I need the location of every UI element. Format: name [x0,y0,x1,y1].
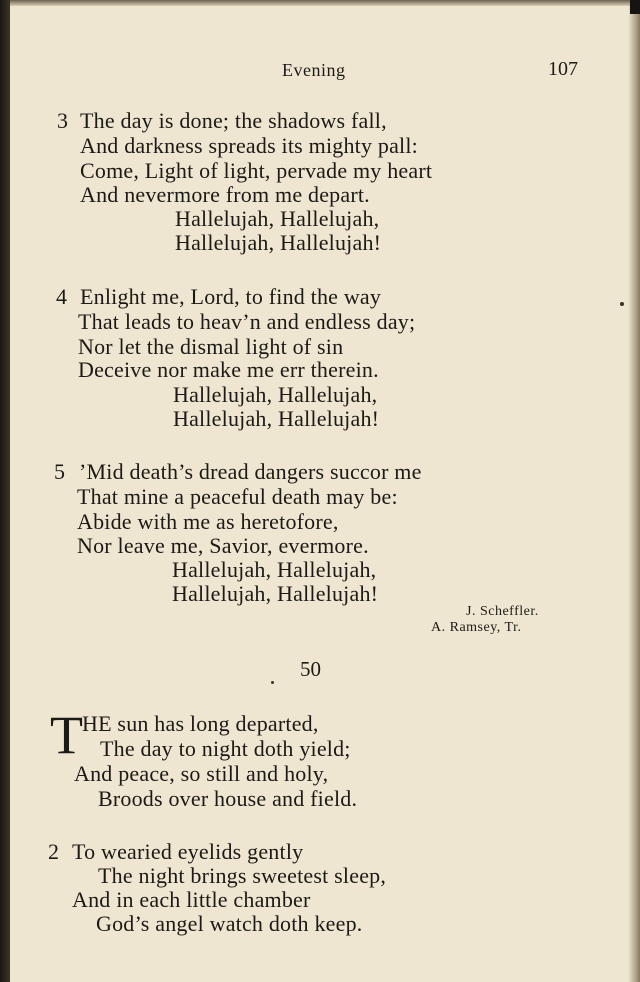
verse-line: And darkness spreads its mighty pall: [80,133,418,158]
page-right-edge [628,0,640,982]
verse-number: 3 [57,108,68,133]
verse-line: And in each little chamber [72,887,311,912]
verse-line: Abide with me as heretofore, [77,509,339,534]
running-head: Evening [282,60,346,80]
translator-credit: A. Ramsey, Tr. [431,620,522,635]
refrain-line: Hallelujah, Hallelujah! [173,406,380,431]
verse-line: That leads to heav’n and endless day; [78,309,416,334]
verse-line: ’Mid death’s dread dangers succor me [79,459,422,484]
page-corner [630,0,640,14]
verse-line: God’s angel watch doth keep. [96,911,363,936]
refrain-line: Hallelujah, Hallelujah, [173,382,378,407]
verse-line: To wearied eyelids gently [72,839,304,864]
verse-line: Enlight me, Lord, to find the way [80,284,382,309]
verse-line: HE sun has long departed, [82,711,319,736]
verse-line: Deceive nor make me err therein. [78,357,379,382]
hymn-number: 50 [300,657,321,681]
page-number: 107 [548,58,578,80]
verse-line: And peace, so still and holy, [74,761,329,786]
refrain-line: Hallelujah, Hallelujah! [175,230,382,255]
refrain-line: Hallelujah, Hallelujah, [175,206,380,231]
verse-number: 4 [56,284,67,309]
page-gutter-shadow [0,0,10,982]
verse-line: Come, Light of light, pervade my heart [80,158,433,183]
refrain-line: Hallelujah, Hallelujah! [172,581,379,606]
drop-cap: T [50,705,83,765]
verse-line: And nevermore from me depart. [80,182,370,207]
verse-number: 2 [48,839,59,864]
verse-line: The night brings sweetest sleep, [98,863,387,888]
verse-number: 5 [54,459,65,484]
verse-line: The day is done; the shadows fall, [80,108,387,133]
author-credit: J. Scheffler. [466,604,539,619]
paper-speck [271,681,274,684]
paper-speck [620,302,624,306]
verse-line: Nor leave me, Savior, evermore. [77,533,369,558]
verse-line: That mine a peaceful death may be: [77,484,398,509]
refrain-line: Hallelujah, Hallelujah, [172,557,377,582]
verse-line: Broods over house and field. [98,786,358,811]
page-top-edge [10,0,640,6]
verse-line: The day to night doth yield; [100,736,351,761]
verse-line: Nor let the dismal light of sin [78,334,344,359]
